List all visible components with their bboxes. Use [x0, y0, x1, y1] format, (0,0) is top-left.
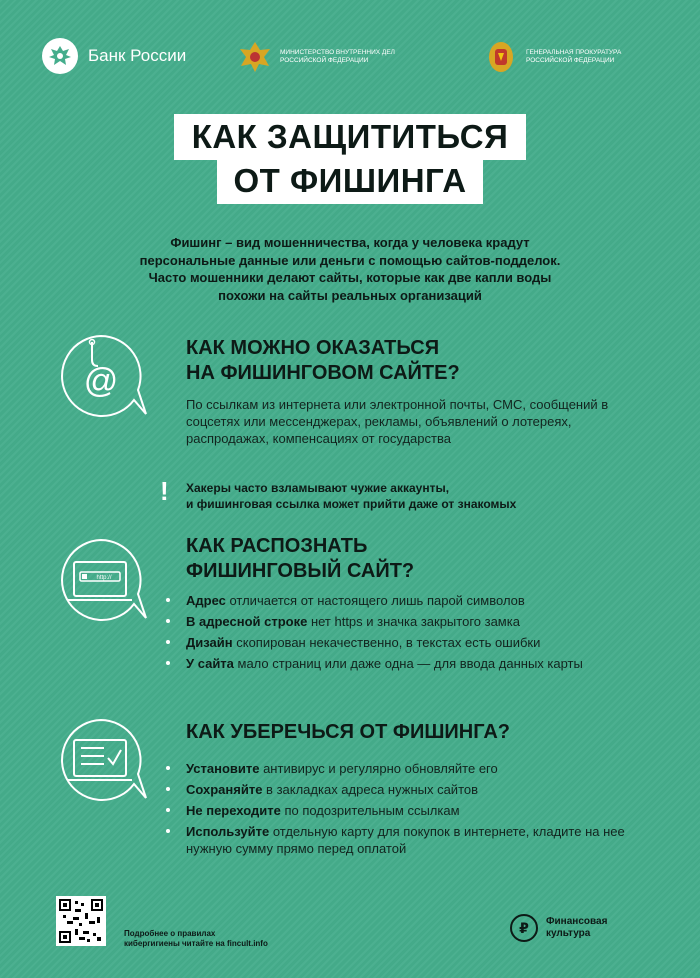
financial-culture-logo: [510, 914, 607, 942]
svg-text:@: @: [83, 362, 119, 400]
list-item: [186, 634, 640, 651]
intro-line: Фишинг – вид мошенничества, когда у человека крадут: [170, 235, 530, 250]
list-item: [186, 760, 640, 777]
list-item-bold: Сохраняйте: [186, 782, 263, 797]
footer-text: [124, 929, 268, 949]
list-item: [186, 781, 640, 798]
warning-line: Хакеры часто взламывают чужие аккаунты,: [186, 481, 450, 495]
ruble-coin-icon: ₽: [510, 914, 538, 942]
eagle-emblem-icon: [42, 38, 78, 74]
section1-text: По ссылкам из интернета или электронной почты, СМС, сообщений в соцсетях или мессенджерах, рекламы, объявлений о лотереях, распродажах, компенсациях от государства: [186, 397, 609, 446]
laptop-bubble-icon: [54, 534, 148, 628]
list-item: [186, 592, 640, 609]
list-item-bold: Установите: [186, 761, 260, 776]
list-item-text: нет https и значка закрытого замка: [307, 614, 520, 629]
footer: [0, 896, 700, 956]
title-line-1: КАК ЗАЩИТИТЬСЯ: [174, 114, 527, 160]
bank-name: Банк России: [88, 46, 187, 65]
section1-title: [186, 336, 460, 386]
page-title: [0, 114, 700, 204]
section3-title: КАК УБЕРЕЧЬСЯ ОТ ФИШИНГА?: [186, 721, 510, 743]
section1-title-line: НА ФИШИНГОВОМ САЙТЕ?: [186, 362, 460, 384]
section1-warning: [186, 480, 640, 512]
prosecutor-name: ГЕНЕРАЛЬНАЯ ПРОКУРАТУРА РОССИЙСКОЙ ФЕДЕРАЦИИ: [526, 49, 622, 64]
list-item: [186, 823, 640, 857]
at-hook-bubble-icon: [54, 330, 148, 424]
mvd-name: МИНИСТЕРСТВО ВНУТРЕННИХ ДЕЛ РОССИЙСКОЙ ФЕДЕРАЦИИ: [280, 49, 395, 64]
laptop-checklist-bubble-icon: [54, 714, 148, 808]
list-item-text: скопирован некачественно, в текстах есть ошибки: [232, 635, 541, 650]
list-item-bold: Дизайн: [186, 635, 233, 650]
logos-bar: [42, 38, 658, 78]
financial-culture-text: [546, 916, 607, 940]
laptop-url-label: http://: [96, 575, 112, 581]
list-item-text: в закладках адреса нужных сайтов: [262, 782, 479, 797]
footer-line: Подробнее о правилах: [124, 929, 216, 938]
list-item-bold: У сайта: [186, 656, 234, 671]
mvd-logo: [238, 40, 410, 74]
list-item: [186, 655, 640, 672]
intro-line: Часто мошенники делают сайты, которые как две капли воды: [148, 270, 552, 285]
list-item-bold: Адрес: [186, 593, 226, 608]
list-item-text: по подозрительным ссылкам: [280, 803, 460, 818]
brand-line: культура: [546, 928, 591, 939]
list-item-text: мало страниц или даже одна — для ввода данных карты: [233, 656, 583, 671]
warning-line: и фишинговая ссылка может прийти даже от знакомых: [186, 497, 517, 511]
warning-icon: !: [160, 476, 169, 506]
qr-code-icon[interactable]: [56, 896, 106, 946]
section2-title-line: КАК РАСПОЗНАТЬ: [186, 535, 368, 557]
list-item: [186, 802, 640, 819]
intro-text: [60, 234, 640, 304]
intro-line: персональные данные или деньги с помощью сайтов-подделок.: [139, 252, 561, 268]
prosecutor-crest-icon: [484, 40, 518, 74]
intro-line: похожи на сайты реальных организаций: [218, 287, 482, 303]
brand-line: Финансовая: [546, 916, 608, 927]
list-item-bold: В адресной строке: [186, 614, 308, 629]
section3-list: [186, 760, 640, 861]
section2-title: [186, 534, 414, 584]
bank-of-russia-logo: [42, 38, 186, 74]
mvd-crest-icon: [238, 40, 272, 74]
footer-line: кибергигиены читайте на fincult.info: [124, 939, 268, 948]
title-line-2: ОТ ФИШИНГА: [217, 158, 482, 204]
list-item-bold: Не переходите: [186, 803, 281, 818]
list-item-text: антивирус и регулярно обновляйте его: [259, 761, 498, 776]
section2-title-line: ФИШИНГОВЫЙ САЙТ?: [186, 560, 415, 582]
list-item-text: отличается от настоящего лишь парой символов: [225, 593, 525, 608]
list-item: [186, 613, 640, 630]
section2-list: [186, 592, 640, 676]
prosecutor-logo: [484, 40, 656, 74]
section1-title-line: КАК МОЖНО ОКАЗАТЬСЯ: [186, 337, 440, 359]
list-item-text: отдельную карту для покупок в интернете, кладите на нее нужную сумму прямо перед оплатой: [186, 824, 625, 856]
list-item-bold: Используйте: [186, 824, 270, 839]
